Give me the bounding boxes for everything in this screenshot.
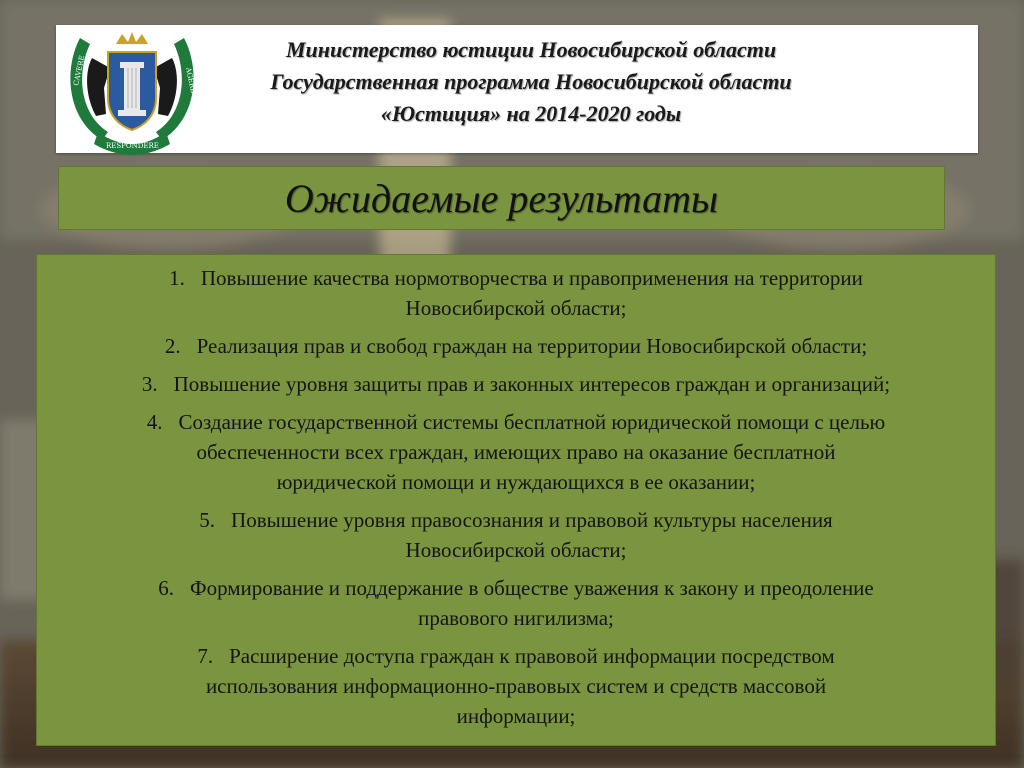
list-item <box>51 573 981 633</box>
item-text-line3: информации; <box>456 704 576 728</box>
item-text-line2: Новосибирской области; <box>405 538 627 562</box>
item-text: Создание государственной системы бесплатной юридической помощи с целью <box>178 410 886 434</box>
item-number: 1. <box>169 266 185 290</box>
coat-of-arms-emblem <box>62 28 202 156</box>
ribbon-left-text: CAVERE <box>72 54 87 87</box>
program-name: Государственная программа Новосибирской области <box>270 69 792 94</box>
list-item <box>51 369 981 399</box>
item-number: 6. <box>158 576 174 600</box>
item-text: Расширение доступа граждан к правовой информации посредством <box>229 644 835 668</box>
results-list <box>37 255 995 731</box>
item-text: Реализация прав и свобод граждан на территории Новосибирской области; <box>196 334 868 358</box>
item-text: Формирование и поддержание в обществе уважения к закону и преодоление <box>189 576 874 600</box>
results-panel <box>36 254 996 746</box>
item-text-line2: правового нигилизма; <box>418 606 614 630</box>
list-item <box>51 505 981 565</box>
item-text-line2: обеспеченности всех граждан, имеющих право на оказание бесплатной <box>196 440 836 464</box>
item-number: 3. <box>141 372 158 396</box>
page-title: Ожидаемые результаты <box>284 176 719 221</box>
header-title <box>206 34 856 130</box>
item-number: 4. <box>146 410 163 434</box>
item-text: Повышение уровня защиты прав и законных интересов граждан и организаций; <box>173 372 891 396</box>
list-item <box>51 331 981 361</box>
item-number: 2. <box>164 334 181 358</box>
item-text-line3: юридической помощи и нуждающихся в ее оказании; <box>276 470 756 494</box>
list-item <box>51 641 981 731</box>
item-number: 7. <box>197 644 214 668</box>
title-banner <box>58 166 945 230</box>
item-text-line2: использования информационно-правовых систем и средств массовой <box>205 674 827 698</box>
ribbon-bottom-text: RESPONDERE <box>106 142 159 150</box>
item-text-line2: Новосибирской области; <box>405 296 627 320</box>
item-text: Повышение качества нормотворчества и правоприменения на территории <box>200 266 863 290</box>
novosibirsk-coat-of-arms-icon <box>62 28 202 156</box>
item-number: 5. <box>199 508 216 532</box>
list-item <box>51 407 981 497</box>
ministry-name: Министерство юстиции Новосибирской области <box>285 37 777 62</box>
ribbon-right-text: AGERE <box>184 66 198 94</box>
item-text: Повышение уровня правосознания и правовой культуры населения <box>231 508 833 532</box>
list-item <box>51 263 981 323</box>
program-period: «Юстиция» на 2014-2020 годы <box>380 101 682 126</box>
